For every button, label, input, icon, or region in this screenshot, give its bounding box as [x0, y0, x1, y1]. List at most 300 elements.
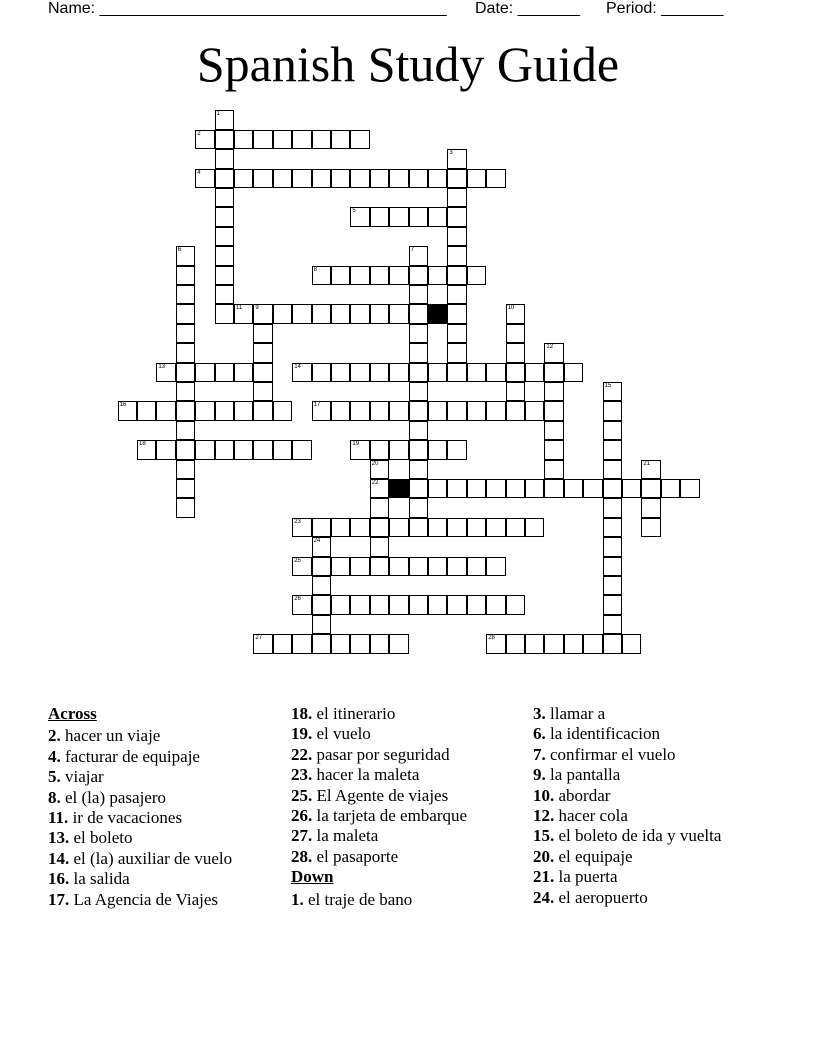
clue-item	[48, 808, 278, 828]
crossword-cell[interactable]	[234, 169, 253, 188]
crossword-cell[interactable]	[506, 324, 525, 343]
crossword-cell[interactable]	[195, 363, 214, 382]
crossword-cell[interactable]	[409, 421, 428, 440]
crossword-cell[interactable]	[312, 557, 331, 576]
clue-number: 28	[488, 635, 495, 642]
crossword-cell[interactable]	[195, 401, 214, 420]
clue-number: 4.	[48, 746, 61, 766]
crossword-cell[interactable]	[544, 440, 563, 459]
crossword-cell[interactable]	[176, 304, 195, 323]
crossword-cell[interactable]	[350, 304, 369, 323]
crossword-cell[interactable]	[409, 518, 428, 537]
crossword-cell[interactable]	[409, 401, 428, 420]
crossword-cell[interactable]	[525, 363, 544, 382]
clue-text: La Agencia de Viajes	[73, 889, 219, 909]
crossword-cell[interactable]	[370, 169, 389, 188]
crossword-cell[interactable]	[215, 149, 234, 168]
crossword-cell[interactable]	[253, 169, 272, 188]
crossword-cell[interactable]	[447, 363, 466, 382]
crossword-cell[interactable]	[389, 518, 408, 537]
crossword-cell[interactable]	[409, 266, 428, 285]
crossword-cell[interactable]	[564, 479, 583, 498]
crossword-cell[interactable]	[603, 576, 622, 595]
crossword-cell[interactable]	[409, 498, 428, 517]
crossword-cell[interactable]	[486, 169, 505, 188]
crossword-cell[interactable]	[370, 401, 389, 420]
clue-text: confirmar el vuelo	[550, 744, 676, 764]
crossword-cell[interactable]	[389, 266, 408, 285]
crossword-cell[interactable]	[176, 479, 195, 498]
crossword-cell[interactable]	[544, 363, 563, 382]
clue-item	[48, 767, 278, 787]
crossword-cell[interactable]	[195, 130, 214, 149]
crossword-cell[interactable]	[312, 576, 331, 595]
crossword-cell[interactable]	[292, 595, 311, 614]
crossword-cell[interactable]	[447, 246, 466, 265]
crossword-cell[interactable]	[350, 266, 369, 285]
clue-number: 1	[216, 111, 220, 118]
crossword-cell[interactable]	[428, 363, 447, 382]
black-square	[428, 304, 447, 323]
clue-text: hacer la maleta	[316, 765, 420, 785]
crossword-cell[interactable]	[467, 401, 486, 420]
clues-column-2	[291, 704, 519, 910]
clue-text: el vuelo	[316, 724, 371, 744]
crossword-cell[interactable]	[447, 285, 466, 304]
crossword-cell[interactable]	[603, 479, 622, 498]
crossword-cell[interactable]	[215, 188, 234, 207]
crossword-cell[interactable]	[506, 401, 525, 420]
crossword-cell[interactable]	[234, 440, 253, 459]
clue-number: 14	[294, 363, 301, 370]
crossword-cell[interactable]	[428, 169, 447, 188]
crossword-cell[interactable]	[525, 518, 544, 537]
crossword-cell[interactable]	[370, 363, 389, 382]
clue-number: 4	[197, 169, 201, 176]
clue-item	[48, 747, 278, 767]
crossword-cell[interactable]	[409, 169, 428, 188]
crossword-cell[interactable]	[370, 498, 389, 517]
crossword-cell[interactable]	[253, 382, 272, 401]
crossword-cell[interactable]	[544, 343, 563, 362]
crossword-cell[interactable]	[137, 440, 156, 459]
crossword-cell[interactable]	[467, 266, 486, 285]
crossword-cell[interactable]	[331, 401, 350, 420]
crossword-cell[interactable]	[253, 130, 272, 149]
crossword-cell[interactable]	[312, 266, 331, 285]
clue-number: 11	[236, 305, 243, 312]
down-clue-list-continued	[533, 704, 733, 908]
crossword-cell[interactable]	[409, 595, 428, 614]
clue-number: 15	[604, 383, 612, 389]
crossword-cell[interactable]	[603, 382, 622, 401]
crossword-cell[interactable]	[583, 634, 602, 653]
crossword-cell[interactable]	[292, 169, 311, 188]
crossword-cell[interactable]	[428, 557, 447, 576]
clue-number: 12.	[533, 806, 555, 826]
crossword-cell[interactable]	[467, 518, 486, 537]
crossword-cell[interactable]	[603, 615, 622, 634]
crossword-cell[interactable]	[447, 401, 466, 420]
clue-number: 27.	[291, 826, 313, 846]
across-heading: Across	[48, 704, 97, 723]
crossword-cell[interactable]	[292, 634, 311, 653]
crossword-cell[interactable]	[312, 304, 331, 323]
crossword-cell[interactable]	[234, 304, 253, 323]
clue-item	[48, 849, 278, 869]
crossword-cell[interactable]	[234, 130, 253, 149]
crossword-cell[interactable]	[389, 557, 408, 576]
clue-number: 25.	[291, 785, 313, 805]
crossword-cell[interactable]	[409, 324, 428, 343]
crossword-cell[interactable]	[447, 479, 466, 498]
crossword-cell[interactable]	[312, 363, 331, 382]
clue-number: 24.	[533, 887, 555, 907]
crossword-cell[interactable]	[389, 207, 408, 226]
crossword-cell[interactable]	[661, 479, 680, 498]
crossword-cell[interactable]	[409, 479, 428, 498]
clue-number: 8.	[48, 787, 61, 807]
clue-text: hacer cola	[558, 806, 628, 826]
crossword-cell[interactable]	[350, 169, 369, 188]
crossword-cell[interactable]	[486, 557, 505, 576]
crossword-cell[interactable]	[370, 460, 389, 479]
crossword-cell[interactable]	[312, 634, 331, 653]
crossword-cell[interactable]	[486, 595, 505, 614]
clue-item	[48, 828, 278, 848]
clue-item	[533, 704, 733, 724]
crossword-cell[interactable]	[409, 207, 428, 226]
crossword-cell[interactable]	[215, 169, 234, 188]
crossword-cell[interactable]	[447, 227, 466, 246]
crossword-cell[interactable]	[603, 498, 622, 517]
crossword-cell[interactable]	[350, 130, 369, 149]
crossword-cell[interactable]	[389, 401, 408, 420]
crossword-cell[interactable]	[292, 557, 311, 576]
crossword-cell[interactable]	[215, 440, 234, 459]
crossword-cell[interactable]	[137, 401, 156, 420]
crossword-cell[interactable]	[253, 634, 272, 653]
clue-item	[533, 806, 733, 826]
crossword-cell[interactable]	[331, 518, 350, 537]
clue-number: 17.	[48, 889, 70, 909]
crossword-cell[interactable]	[273, 130, 292, 149]
crossword-cell[interactable]	[215, 266, 234, 285]
crossword-cell[interactable]	[506, 343, 525, 362]
crossword-cell[interactable]	[350, 207, 369, 226]
period-field-label: Period: _______	[606, 0, 724, 17]
crossword-cell[interactable]	[641, 460, 660, 479]
crossword-cell[interactable]	[370, 304, 389, 323]
crossword-cell[interactable]	[389, 363, 408, 382]
crossword-cell[interactable]	[389, 169, 408, 188]
crossword-cell[interactable]	[467, 557, 486, 576]
crossword-cell[interactable]	[176, 343, 195, 362]
crossword-cell[interactable]	[447, 324, 466, 343]
crossword-cell[interactable]	[409, 440, 428, 459]
crossword-cell[interactable]	[215, 207, 234, 226]
crossword-cell[interactable]	[370, 479, 389, 498]
crossword-cell[interactable]	[486, 363, 505, 382]
crossword-cell[interactable]	[176, 266, 195, 285]
crossword-cell[interactable]	[544, 634, 563, 653]
crossword-cell[interactable]	[486, 518, 505, 537]
crossword-cell[interactable]	[447, 169, 466, 188]
crossword-cell[interactable]	[273, 169, 292, 188]
clue-text: hacer un viaje	[65, 726, 161, 746]
crossword-cell[interactable]	[253, 363, 272, 382]
crossword-cell[interactable]	[428, 266, 447, 285]
crossword-cell[interactable]	[350, 363, 369, 382]
crossword-cell[interactable]	[603, 518, 622, 537]
crossword-cell[interactable]	[409, 557, 428, 576]
clue-number: 24	[313, 538, 321, 545]
crossword-cell[interactable]	[176, 401, 195, 420]
crossword-cell[interactable]	[428, 518, 447, 537]
crossword-cell[interactable]	[641, 498, 660, 517]
crossword-cell[interactable]	[331, 266, 350, 285]
crossword-cell[interactable]	[215, 401, 234, 420]
crossword-cell[interactable]	[370, 537, 389, 556]
crossword-cell[interactable]	[389, 634, 408, 653]
crossword-cell[interactable]	[312, 518, 331, 537]
crossword-cell[interactable]	[409, 246, 428, 265]
crossword-cell[interactable]	[215, 130, 234, 149]
clue-item	[291, 806, 519, 826]
crossword-cell[interactable]	[486, 401, 505, 420]
crossword-cell[interactable]	[370, 634, 389, 653]
crossword-cell[interactable]	[447, 343, 466, 362]
clue-text: el itinerario	[316, 704, 396, 723]
crossword-cell[interactable]	[603, 460, 622, 479]
crossword-cell[interactable]	[467, 169, 486, 188]
crossword-cell[interactable]	[195, 169, 214, 188]
crossword-cell[interactable]	[428, 401, 447, 420]
crossword-cell[interactable]	[350, 634, 369, 653]
crossword-cell[interactable]	[292, 440, 311, 459]
crossword-cell[interactable]	[603, 634, 622, 653]
crossword-cell[interactable]	[370, 557, 389, 576]
crossword-cell[interactable]	[176, 285, 195, 304]
crossword-cell[interactable]	[622, 479, 641, 498]
crossword-cell[interactable]	[409, 285, 428, 304]
crossword-cell[interactable]	[370, 207, 389, 226]
crossword-cell[interactable]	[447, 518, 466, 537]
crossword-cell[interactable]	[467, 479, 486, 498]
crossword-cell[interactable]	[370, 518, 389, 537]
clue-number: 10	[507, 305, 515, 312]
crossword-cell[interactable]	[428, 440, 447, 459]
crossword-cell[interactable]	[603, 421, 622, 440]
clue-number: 23	[294, 518, 301, 525]
crossword-cell[interactable]	[176, 246, 195, 265]
crossword-cell[interactable]	[350, 440, 369, 459]
crossword-cell[interactable]	[273, 401, 292, 420]
crossword-cell[interactable]	[273, 304, 292, 323]
crossword-cell[interactable]	[525, 401, 544, 420]
crossword-cell[interactable]	[253, 343, 272, 362]
crossword-cell[interactable]	[564, 634, 583, 653]
crossword-cell[interactable]	[350, 518, 369, 537]
crossword-cell[interactable]	[544, 479, 563, 498]
crossword-cell[interactable]	[467, 363, 486, 382]
crossword-cell[interactable]	[312, 537, 331, 556]
crossword-cell[interactable]	[680, 479, 699, 498]
crossword-cell[interactable]	[176, 382, 195, 401]
clue-number: 11.	[48, 808, 69, 828]
crossword-cell[interactable]	[447, 557, 466, 576]
crossword-cell[interactable]	[409, 304, 428, 323]
crossword-cell[interactable]	[447, 188, 466, 207]
crossword-cell[interactable]	[506, 518, 525, 537]
crossword-cell[interactable]	[603, 440, 622, 459]
crossword-cell[interactable]	[176, 498, 195, 517]
crossword-cell[interactable]	[467, 595, 486, 614]
crossword-cell[interactable]	[312, 595, 331, 614]
crossword-cell[interactable]	[176, 421, 195, 440]
crossword-cell[interactable]	[234, 363, 253, 382]
crossword-cell[interactable]	[350, 557, 369, 576]
clues-column-1	[48, 704, 278, 910]
crossword-cell[interactable]	[525, 634, 544, 653]
crossword-cell[interactable]	[292, 130, 311, 149]
crossword-cell[interactable]	[292, 518, 311, 537]
crossword-cell[interactable]	[253, 324, 272, 343]
crossword-cell[interactable]	[506, 595, 525, 614]
crossword-cell[interactable]	[544, 460, 563, 479]
crossword-cell[interactable]	[215, 110, 234, 129]
clue-number: 20.	[533, 846, 555, 866]
crossword-cell[interactable]	[409, 363, 428, 382]
crossword-cell[interactable]	[331, 363, 350, 382]
crossword-cell[interactable]	[253, 440, 272, 459]
crossword-cell[interactable]	[253, 304, 272, 323]
crossword-cell[interactable]	[331, 595, 350, 614]
clue-text: llamar a	[550, 704, 606, 723]
crossword-cell[interactable]	[176, 440, 195, 459]
crossword-cell[interactable]	[331, 304, 350, 323]
clue-number: 21	[643, 460, 651, 467]
crossword-cell[interactable]	[176, 363, 195, 382]
crossword-cell[interactable]	[641, 518, 660, 537]
clue-number: 15.	[533, 826, 555, 846]
crossword-cell[interactable]	[641, 479, 660, 498]
crossword-cell[interactable]	[215, 363, 234, 382]
crossword-cell[interactable]	[583, 479, 602, 498]
crossword-cell[interactable]	[506, 363, 525, 382]
crossword-cell[interactable]	[409, 343, 428, 362]
crossword-cell[interactable]	[447, 440, 466, 459]
crossword-cell[interactable]	[447, 304, 466, 323]
clue-number: 1.	[291, 889, 304, 909]
crossword-cell[interactable]	[447, 595, 466, 614]
crossword-cell[interactable]	[331, 169, 350, 188]
crossword-cell[interactable]	[292, 363, 311, 382]
crossword-cell[interactable]	[215, 246, 234, 265]
crossword-cell[interactable]	[273, 634, 292, 653]
crossword-cell[interactable]	[156, 363, 175, 382]
crossword-cell[interactable]	[428, 207, 447, 226]
crossword-cell[interactable]	[350, 401, 369, 420]
clue-number: 26.	[291, 806, 313, 826]
clue-item	[48, 869, 278, 889]
crossword-cell[interactable]	[544, 401, 563, 420]
crossword-cell[interactable]	[234, 401, 253, 420]
crossword-cell[interactable]	[447, 266, 466, 285]
crossword-cell[interactable]	[350, 595, 369, 614]
crossword-cell[interactable]	[370, 595, 389, 614]
crossword-cell[interactable]	[409, 382, 428, 401]
crossword-cell[interactable]	[292, 304, 311, 323]
crossword-cell[interactable]	[312, 401, 331, 420]
crossword-cell[interactable]	[486, 634, 505, 653]
clue-item	[291, 890, 519, 910]
crossword-cell[interactable]	[389, 595, 408, 614]
crossword-cell[interactable]	[525, 479, 544, 498]
crossword-cell[interactable]	[312, 615, 331, 634]
crossword-cell[interactable]	[176, 460, 195, 479]
crossword-cell[interactable]	[215, 304, 234, 323]
crossword-cell[interactable]	[544, 382, 563, 401]
crossword-cell[interactable]	[447, 149, 466, 168]
crossword-cell[interactable]	[428, 595, 447, 614]
crossword-cell[interactable]	[428, 479, 447, 498]
crossword-cell[interactable]	[331, 634, 350, 653]
crossword-cell[interactable]	[544, 421, 563, 440]
clue-item	[533, 765, 733, 785]
crossword-cell[interactable]	[506, 634, 525, 653]
crossword-cell[interactable]	[253, 401, 272, 420]
crossword-cell[interactable]	[273, 440, 292, 459]
crossword-cell[interactable]	[331, 130, 350, 149]
crossword-cell[interactable]	[118, 401, 137, 420]
clue-text: la salida	[73, 869, 130, 889]
crossword-cell[interactable]	[389, 440, 408, 459]
crossword-cell[interactable]	[506, 382, 525, 401]
crossword-cell[interactable]	[331, 557, 350, 576]
clue-item	[291, 724, 519, 744]
clue-text: la puerta	[558, 867, 618, 887]
crossword-cell[interactable]	[156, 440, 175, 459]
clue-number: 20	[371, 460, 379, 467]
clue-item	[533, 847, 733, 867]
crossword-cell[interactable]	[156, 401, 175, 420]
clue-number: 12	[546, 344, 554, 351]
crossword-cell[interactable]	[389, 304, 408, 323]
crossword-cell[interactable]	[603, 537, 622, 556]
crossword-cell[interactable]	[506, 304, 525, 323]
crossword-cell[interactable]	[603, 595, 622, 614]
crossword-cell[interactable]	[603, 557, 622, 576]
crossword-cell[interactable]	[195, 440, 214, 459]
crossword-cell[interactable]	[312, 169, 331, 188]
crossword-cell[interactable]	[176, 324, 195, 343]
crossword-cell[interactable]	[486, 479, 505, 498]
crossword-cell[interactable]	[215, 285, 234, 304]
name-field-label: Name: _______________________________________	[48, 0, 447, 17]
crossword-cell[interactable]	[409, 460, 428, 479]
crossword-cell[interactable]	[603, 401, 622, 420]
crossword-cell[interactable]	[215, 227, 234, 246]
crossword-cell[interactable]	[370, 266, 389, 285]
crossword-cell[interactable]	[312, 130, 331, 149]
crossword-cell[interactable]	[564, 363, 583, 382]
crossword-cell[interactable]	[506, 479, 525, 498]
clue-item	[48, 788, 278, 808]
crossword-cell[interactable]	[447, 207, 466, 226]
crossword-cell[interactable]	[622, 634, 641, 653]
crossword-cell[interactable]	[370, 440, 389, 459]
